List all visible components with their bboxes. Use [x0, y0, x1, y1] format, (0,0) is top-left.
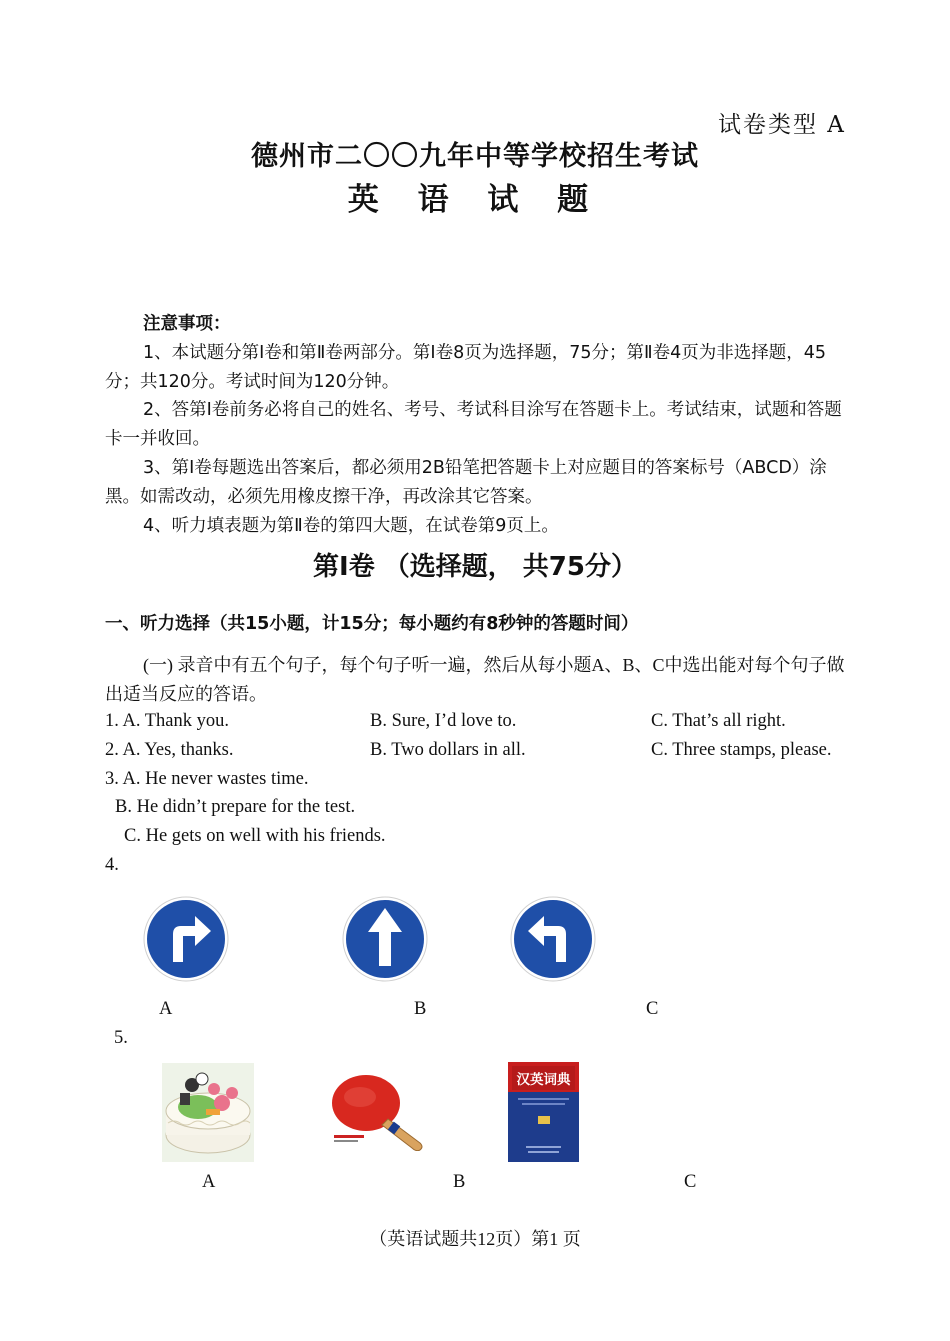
q3-option-b: B. He didn’t prepare for the test. [115, 797, 356, 817]
page-footer: （英语试题共12页）第1 页 [369, 1229, 581, 1249]
volume-title: 第Ⅰ卷 （选择题， 共75分） [313, 552, 637, 582]
q4-label-b: B [414, 999, 427, 1019]
notes-heading: 注意事项： [143, 314, 231, 334]
q5-label-c: C [684, 1172, 697, 1192]
q4-label-a: A [159, 999, 173, 1019]
q2-option-c: C. Three stamps, please. [651, 740, 832, 760]
q3-option-c: C. He gets on well with his friends. [124, 826, 386, 846]
dictionary-cover-title: 汉英词典 [516, 1072, 571, 1088]
q1-option-c: C. That’s all right. [651, 711, 786, 731]
section-instruction: (一) 录音中有五个句子，每个句子听一遍，然后从每小题A、B、C中选出能对每个句子做出适当反应的答语。 [105, 655, 845, 704]
q5-label-a: A [202, 1172, 216, 1192]
q3-option-a: 3. A. He never wastes time. [105, 769, 309, 789]
q2-option-b: B. Two dollars in all. [370, 740, 526, 760]
section-title: 一、听力选择（共15小题，计15分；每小题约有8秒钟的答题时间） [105, 614, 639, 634]
exam-subtitle: 英 语 试 题 [347, 182, 603, 218]
notes-block [105, 310, 850, 540]
note-item: 2、答第Ⅰ卷前务必将自己的姓名、考号、考试科目涂写在答题卡上。考试结束，试题和答题卡一并收回。 [105, 400, 842, 450]
note-item: 4、听力填表题为第Ⅱ卷的第四大题，在试卷第9页上。 [143, 515, 559, 536]
turn-left-sign-icon [510, 896, 596, 982]
q5-label-b: B [453, 1172, 466, 1192]
paper-type-label: 试卷类型 A [718, 112, 846, 138]
q4-label-c: C [646, 999, 659, 1019]
turn-right-sign-icon [143, 896, 229, 982]
birthday-cake-image [162, 1063, 254, 1162]
exam-title: 德州市二〇〇九年中等学校招生考试 [251, 141, 699, 172]
ping-pong-paddle-image [330, 1073, 430, 1151]
q4-number: 4. [105, 855, 119, 875]
straight-ahead-sign-icon [342, 896, 428, 982]
q5-number: 5. [114, 1028, 128, 1048]
note-item: 3、第Ⅰ卷每题选出答案后，都必须用2B铅笔把答题卡上对应题目的答案标号（ABCD）涂黑。如需改动，必须先用橡皮擦干净，再改涂其它答案。 [105, 457, 827, 507]
q1-option-b: B. Sure, I’d love to. [370, 711, 517, 731]
q2-option-a: 2. A. Yes, thanks. [105, 740, 234, 760]
chinese-english-dictionary-image [508, 1062, 579, 1162]
q1-option-a: 1. A. Thank you. [105, 711, 230, 731]
note-item: 1、本试题分第Ⅰ卷和第Ⅱ卷两部分。第Ⅰ卷8页为选择题，75分；第Ⅱ卷4页为非选择题，45分；共120分。考试时间为120分钟。 [105, 342, 826, 392]
